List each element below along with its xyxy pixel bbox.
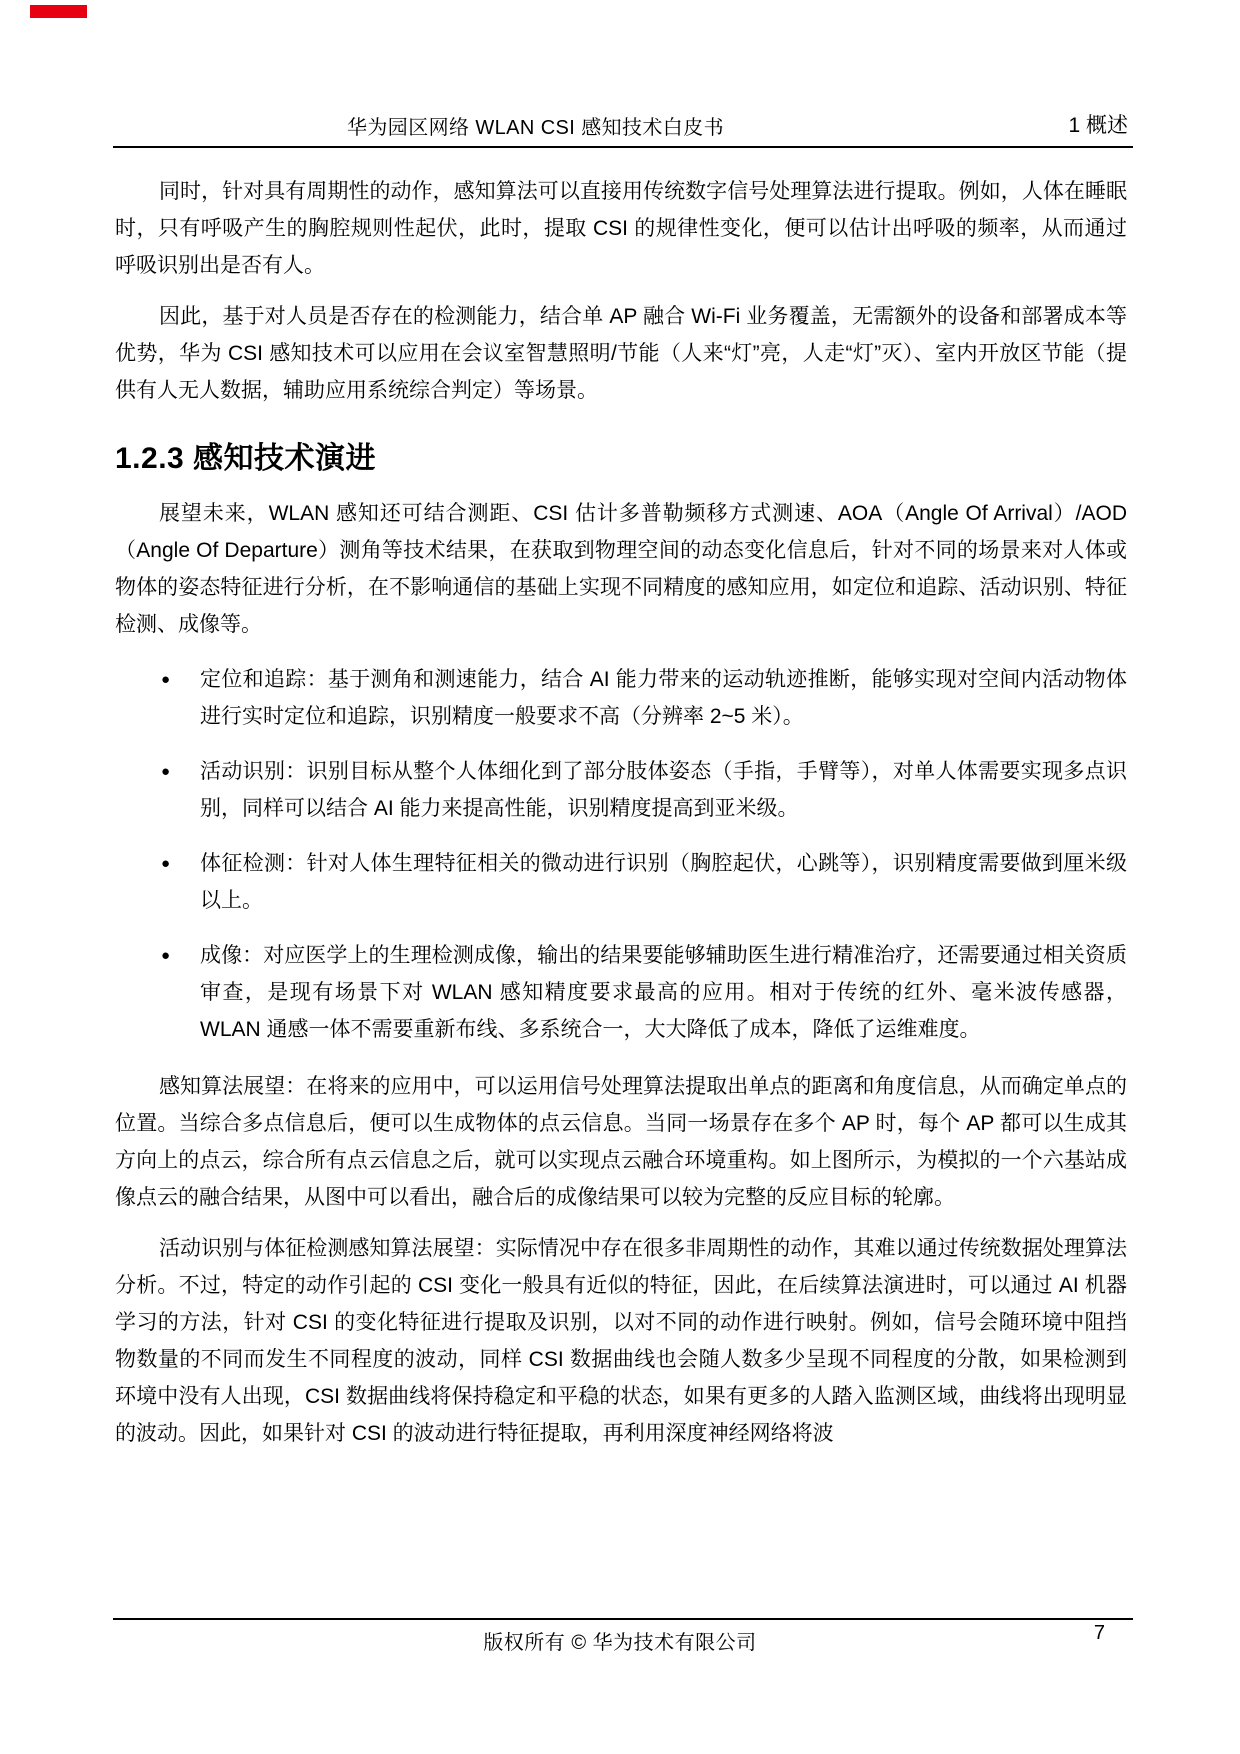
header-chapter-label: 1 概述 [1068, 114, 1128, 137]
paragraph: 感知算法展望：在将来的应用中，可以运用信号处理算法提取出单点的距离和角度信息，从而确定单点的位置。当综合多点信息后，便可以生成物体的点云信息。当同一场景存在多个 AP 时，每个 AP 都可以生成其方向上的点云，综合所有点云信息之后，就可以实现点云融合环境重构。如上图所示，为模拟的一个六基站成像点云的融合结果，从图中可以看出，融合后的成像结果可以较为完整的反应目标的轮廓。 [115, 1075, 1127, 1209]
list-item [115, 753, 1127, 827]
list-item [115, 845, 1127, 919]
paragraph: 因此，基于对人员是否存在的检测能力，结合单 AP 融合 Wi-Fi 业务覆盖，无需额外的设备和部署成本等优势，华为 CSI 感知技术可以应用在会议室智慧照明/节能（人来“灯”亮，人走“灯”灭）、室内开放区节能（提供有人无人数据，辅助应用系统综合判定）等场景。 [115, 305, 1127, 402]
bullet-icon: ● [161, 671, 171, 688]
bullet-icon: ● [161, 855, 171, 872]
footer-rule [113, 1618, 1133, 1620]
bullet-text: 定位和追踪：基于测角和测速能力，结合 AI 能力带来的运动轨迹推断，能够实现对空间内活动物体进行实时定位和追踪，识别精度一般要求不高（分辨率 2~5 米）。 [200, 668, 1127, 728]
list-item [115, 661, 1127, 735]
bullet-text: 体征检测：针对人体生理特征相关的微动进行识别（胸腔起伏，心跳等），识别精度需要做到厘米级以上。 [200, 852, 1127, 912]
paragraph: 同时，针对具有周期性的动作，感知算法可以直接用传统数字信号处理算法进行提取。例如，人体在睡眠时，只有呼吸产生的胸腔规则性起伏，此时，提取 CSI 的规律性变化，便可以估计出呼吸的频率，从而通过呼吸识别出是否有人。 [115, 180, 1127, 277]
list-item [115, 937, 1127, 1048]
bullet-text: 活动识别：识别目标从整个人体细化到了部分肢体姿态（手指，手臂等），对单人体需要实现多点识别，同样可以结合 AI 能力来提高性能，识别精度提高到亚米级。 [200, 760, 1127, 820]
footer-copyright: 版权所有 © 华为技术有限公司 [483, 1632, 757, 1654]
page-number: 7 [1093, 1622, 1105, 1644]
bullet-icon: ● [161, 763, 171, 780]
red-corner-mark [30, 5, 87, 18]
body-content [115, 148, 1127, 1452]
bullet-list [115, 661, 1127, 1048]
paragraph: 活动识别与体征检测感知算法展望：实际情况中存在很多非周期性的动作，其难以通过传统数据处理算法分析。不过，特定的动作引起的 CSI 变化一般具有近似的特征，因此，在后续算法演进时，可以通过 AI 机器学习的方法，针对 CSI 的变化特征进行提取及识别，以对不同的动作进行映射。例如，信号会随环境中阻挡物数量的不同而发生不同程度的波动，同样 CSI 数据曲线也会随人数多少呈现不同程度的分散，如果检测到环境中没有人出现，CSI 数据曲线将保持稳定和平稳的状态，如果有更多的人踏入监测区域，曲线将出现明显的波动。因此，如果针对 CSI 的波动进行特征提取，再利用深度神经网络将波 [115, 1237, 1127, 1445]
bullet-icon: ● [161, 947, 171, 964]
bullet-text: 成像：对应医学上的生理检测成像，输出的结果要能够辅助医生进行精准治疗，还需要通过相关资质审查，是现有场景下对 WLAN 感知精度要求最高的应用。相对于传统的红外、毫米波传感器，WLAN 通感一体不需要重新布线、多系统合一，大大降低了成本，降低了运维难度。 [200, 944, 1127, 1041]
paragraph: 展望未来，WLAN 感知还可结合测距、CSI 估计多普勒频移方式测速、AOA（Angle Of Arrival）/AOD（Angle Of Departure）测角等技术结果，在获取到物理空间的动态变化信息后，针对不同的场景来对人体或物体的姿态特征进行分析，在不影响通信的基础上实现不同精度的感知应用，如定位和追踪、活动识别、特征检测、成像等。 [115, 502, 1127, 636]
section-heading: 1.2.3 感知技术演进 [115, 442, 377, 475]
header-title: 华为园区网络 WLAN CSI 感知技术白皮书 [347, 117, 724, 139]
